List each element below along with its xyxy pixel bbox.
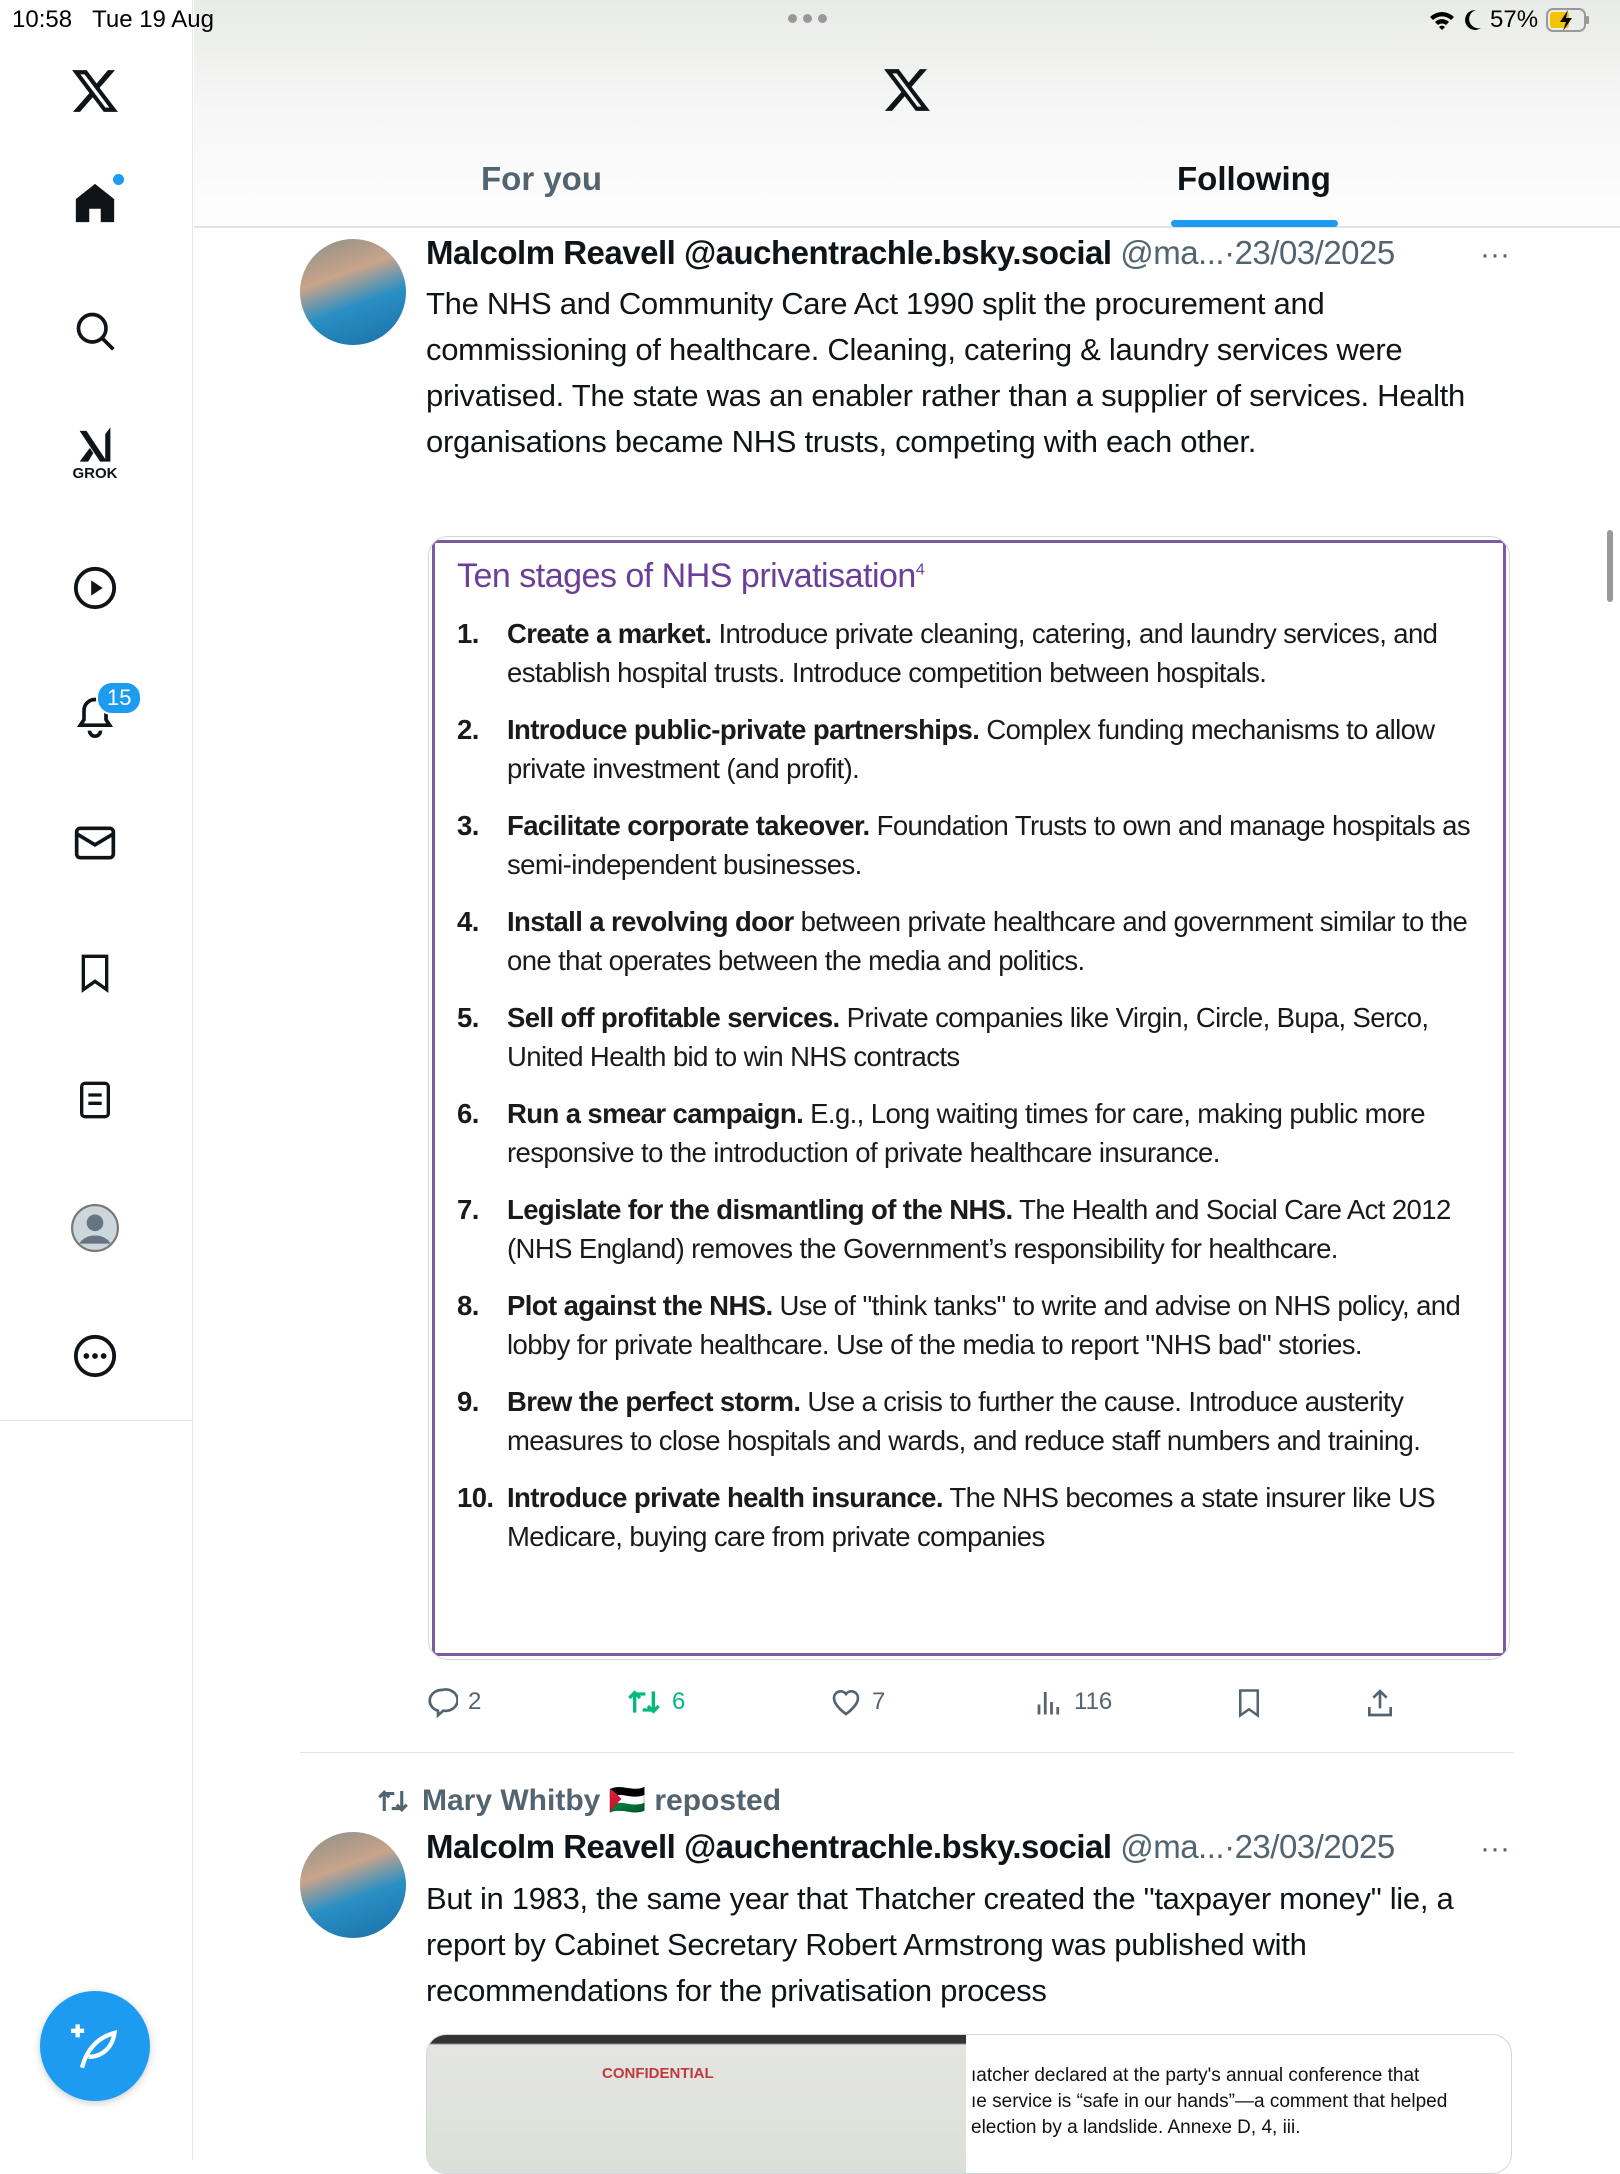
infographic-item bbox=[457, 710, 1481, 788]
infographic-item bbox=[457, 1190, 1481, 1268]
infographic-item bbox=[457, 998, 1481, 1076]
compose-button[interactable] bbox=[40, 1991, 150, 2101]
infographic bbox=[432, 540, 1506, 1656]
sidebar-item-video[interactable] bbox=[66, 559, 124, 617]
scrollbar[interactable] bbox=[1607, 530, 1613, 602]
share-button[interactable] bbox=[1364, 1686, 1396, 1720]
repost-icon bbox=[376, 1786, 410, 1816]
sidebar-item-grok[interactable]: GROK bbox=[66, 424, 124, 482]
views-button[interactable]: 116 bbox=[1034, 1686, 1112, 1718]
tweet-separator bbox=[300, 1752, 1513, 1753]
play-circle-icon bbox=[72, 565, 118, 611]
compose-feather-icon bbox=[69, 2020, 121, 2072]
grok-icon bbox=[72, 424, 118, 465]
item-number: 5. bbox=[457, 1002, 479, 1033]
status-time: 10:58 Tue 19 Aug bbox=[12, 6, 214, 33]
infographic-item bbox=[457, 1382, 1481, 1460]
sidebar-x-logo[interactable] bbox=[66, 62, 124, 120]
wifi-icon bbox=[1428, 9, 1456, 31]
item-text: Create a market. Introduce private cleaning, catering, and laundry services, and establish hospital trusts. Introduce competition between hospitals. bbox=[507, 618, 1438, 688]
item-text: Introduce public-private partnerships. Complex funding mechanisms to allow private investment (and profit). bbox=[507, 714, 1435, 784]
timeline-header bbox=[194, 0, 1620, 228]
battery-charging-icon bbox=[1546, 7, 1590, 33]
infographic-title: Ten stages of NHS privatisation$^4$ bbox=[457, 557, 925, 595]
tweet-text: But in 1983, the same year that Thatcher created the "taxpayer money" lie, a report by Cabinet Secretary Robert Armstrong was published with recommendations for the privatisation process bbox=[426, 1881, 1454, 2008]
document-photo: CONFIDENTIAL bbox=[427, 2035, 966, 2174]
infographic-item bbox=[457, 614, 1481, 692]
sidebar-item-home[interactable] bbox=[66, 174, 124, 232]
item-number: 10. bbox=[457, 1482, 494, 1513]
item-number: 8. bbox=[457, 1290, 479, 1321]
home-icon bbox=[72, 180, 118, 226]
repost-icon bbox=[626, 1686, 662, 1718]
more-options-icon[interactable]: ··· bbox=[1480, 238, 1510, 271]
item-number: 2. bbox=[457, 714, 479, 745]
bookmark-icon bbox=[1234, 1686, 1264, 1720]
x-logo-icon[interactable] bbox=[882, 64, 932, 116]
item-number: 1. bbox=[457, 618, 479, 649]
heart-icon bbox=[830, 1686, 862, 1718]
tweet-image[interactable] bbox=[428, 536, 1510, 1660]
status-icons: 57% bbox=[1428, 6, 1590, 34]
repost-context: Mary Whitby 🇵🇸 reposted bbox=[376, 1783, 781, 1818]
share-icon bbox=[1364, 1686, 1396, 1720]
sidebar-item-messages[interactable] bbox=[66, 814, 124, 872]
item-text: Sell off profitable services. Private companies like Virgin, Circle, Bupa, Serco, United Health bid to win NHS contracts bbox=[507, 1002, 1429, 1072]
tab-for-you[interactable]: For you bbox=[481, 160, 602, 197]
item-text: Legislate for the dismantling of the NHS. The Health and Social Care Act 2012 (NHS England) removes the Government’s responsibility for healthcare. bbox=[507, 1194, 1451, 1264]
tweet-text: The NHS and Community Care Act 1990 split the procurement and commissioning of healthcare. Cleaning, catering & laundry services were privatised. The state was an enabler rather than a supplier of services. Health organisations became NHS trusts, competing with each other. bbox=[426, 286, 1465, 459]
author-avatar[interactable] bbox=[300, 239, 406, 345]
sidebar-item-notifications[interactable] bbox=[66, 685, 132, 745]
active-tab-indicator bbox=[1171, 220, 1338, 227]
search-icon bbox=[73, 309, 117, 353]
item-text: Introduce private health insurance. The NHS becomes a state insurer like US Medicare, buying care from private companies bbox=[507, 1482, 1436, 1552]
item-text: Plot against the NHS. Use of "think tanks" to write and advise on NHS policy, and lobby for private healthcare. Use of the media to report "NHS bad" stories. bbox=[507, 1290, 1461, 1360]
mail-icon bbox=[73, 821, 117, 865]
sidebar-item-lists[interactable] bbox=[66, 1071, 124, 1129]
x-logo-icon bbox=[70, 66, 120, 116]
views-chart-icon bbox=[1034, 1686, 1064, 1718]
more-circle-icon bbox=[72, 1333, 118, 1379]
infographic-item bbox=[457, 1286, 1481, 1364]
notification-badge: 15 bbox=[96, 681, 142, 715]
tweet-image[interactable] bbox=[426, 2034, 1512, 2174]
bookmark-button[interactable] bbox=[1234, 1686, 1264, 1720]
infographic-item bbox=[457, 1478, 1481, 1556]
infographic-item bbox=[457, 902, 1481, 980]
item-number: 3. bbox=[457, 810, 479, 841]
repost-button[interactable]: 6 bbox=[626, 1686, 685, 1718]
item-number: 6. bbox=[457, 1098, 479, 1129]
item-number: 9. bbox=[457, 1386, 479, 1417]
sidebar-item-profile[interactable] bbox=[66, 1199, 124, 1257]
item-text: Facilitate corporate takeover. Foundation Trusts to own and manage hospitals as semi-independent businesses. bbox=[507, 810, 1471, 880]
item-text: Install a revolving door between private healthcare and government similar to the one that operates between the media and politics. bbox=[507, 906, 1468, 976]
sidebar bbox=[0, 0, 193, 2160]
sidebar-item-explore[interactable] bbox=[66, 302, 124, 360]
author-avatar[interactable] bbox=[300, 1832, 406, 1938]
infographic-item bbox=[457, 806, 1481, 884]
tab-following[interactable]: Following bbox=[1177, 160, 1331, 197]
sidebar-item-bookmarks[interactable] bbox=[66, 944, 124, 1002]
reply-button[interactable]: 2 bbox=[426, 1686, 481, 1718]
item-text: Brew the perfect storm. Use a crisis to further the cause. Introduce austerity measures to close hospitals and wards, and reduce staff numbers and training. bbox=[507, 1386, 1421, 1456]
item-number: 4. bbox=[457, 906, 479, 937]
item-text: Run a smear campaign. E.g., Long waiting times for care, making public more responsive to the introduction of private healthcare insurance. bbox=[507, 1098, 1425, 1168]
moon-icon bbox=[1464, 9, 1482, 31]
sidebar-divider bbox=[0, 1420, 193, 1421]
infographic-list bbox=[457, 614, 1481, 1556]
tweet-author[interactable]: Malcolm Reavell @auchentrachle.bsky.social @ma...·23/03/2025 bbox=[426, 1828, 1395, 1865]
item-number: 7. bbox=[457, 1194, 479, 1225]
document-text: ıatcher declared at the party's annual conference that ıe service is “safe in our hands”—a comment that helped election by a landslide. Annexe D, 4, iii. bbox=[971, 2065, 1448, 2138]
multitask-dots[interactable] bbox=[788, 14, 827, 23]
profile-avatar-icon bbox=[70, 1203, 120, 1253]
list-icon bbox=[75, 1078, 115, 1122]
reply-icon bbox=[426, 1686, 458, 1718]
tweet-author[interactable]: Malcolm Reavell @auchentrachle.bsky.social @ma...·23/03/2025 bbox=[426, 234, 1395, 271]
sidebar-item-more[interactable] bbox=[66, 1327, 124, 1385]
bookmark-icon bbox=[75, 951, 115, 995]
more-options-icon[interactable]: ··· bbox=[1480, 1832, 1510, 1865]
like-button[interactable]: 7 bbox=[830, 1686, 885, 1718]
unread-dot bbox=[113, 174, 124, 185]
infographic-item bbox=[457, 1094, 1481, 1172]
